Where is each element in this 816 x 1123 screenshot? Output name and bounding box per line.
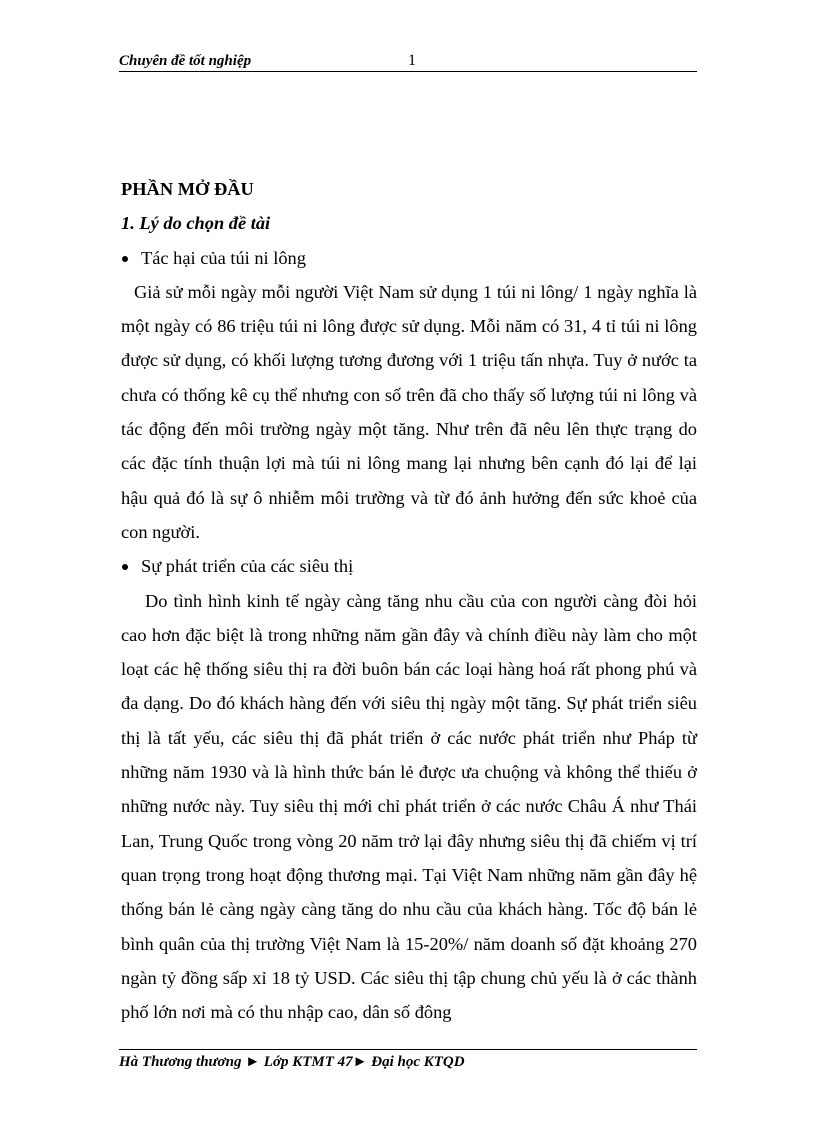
- paragraph-supermarkets: Do tình hình kinh tế ngày càng tăng nhu cầu của con người càng đòi hỏi cao hơn đặc biệt là trong những năm gần đây và chính điều này làm cho một loạt các hệ thống siêu thị ra đời buôn bán các loại hàng hoá rất phong phú và đa dạng. Do đó khách hàng đến với siêu thị ngày một tăng. Sự phát triển siêu thị là tất yếu, các siêu thị đã phát triển ở các nước phát triển như Pháp từ những năm 1930 và là hình thức bán lẻ được ưa chuộng và không thể thiếu ở những nước này. Tuy siêu thị mới chỉ phát triển ở các nước Châu Á như Thái Lan, Trung Quốc trong vòng 20 năm trở lại đây nhưng siêu thị đã chiếm vị trí quan trọng trong hoạt động thương mại. Tại Việt Nam những năm gần đây hệ thống bán lẻ càng ngày càng tăng do nhu cầu của khách hàng. Tốc độ bán lẻ bình quân của thị trường Việt Nam là 15-20%/ năm doanh số đặt khoảng 270 ngàn tỷ đồng sấp xỉ 18 tỷ USD. Các siêu thị tập chung chủ yếu là ở các thành phố lớn nơi mà có thu nhập cao, dân số đông: [121, 590, 697, 1023]
- bullet-icon: [122, 256, 128, 262]
- bullet-text: Sự phát triển của các siêu thị: [141, 556, 354, 577]
- page-number: 1: [408, 52, 416, 69]
- bullet-item-plastic-bags: [121, 241, 697, 275]
- header-title: Chuyên đề tốt nghiệp: [119, 53, 252, 69]
- footer-text: Hà Thương thương ► Lớp KTMT 47► Đại học KTQD: [119, 1054, 465, 1070]
- subsection-heading: 1. Lý do chọn đề tài: [121, 213, 271, 234]
- page-footer: [119, 1049, 697, 1070]
- bullet-text: Tác hại của túi ni lông: [141, 247, 306, 268]
- document-body: [121, 172, 697, 1029]
- bullet-item-supermarkets: [121, 549, 697, 583]
- section-heading: PHẦN MỞ ĐẦU: [121, 179, 254, 199]
- page-header: [119, 52, 697, 72]
- bullet-icon: [122, 564, 128, 570]
- paragraph-plastic-bags: Giả sử mỗi ngày mỗi người Việt Nam sử dụng 1 túi ni lông/ 1 ngày nghĩa là một ngày có 86 triệu túi ni lông được sử dụng. Mỗi năm có 31, 4 tỉ túi ni lông được sử dụng, có khối lượng tương đương với 1 triệu tấn nhựa. Tuy ở nước ta chưa có thống kê cụ thể nhưng con số trên đã cho thấy số lượng túi ni lông và tác động đến môi trường ngày một tăng. Như trên đã nêu lên thực trạng do các đặc tính thuận lợi mà túi ni lông mang lại nhưng bên cạnh đó lại để lại hậu quả đó là sự ô nhiễm môi trường và từ đó ảnh hưởng đến sức khoẻ của con người.: [121, 281, 697, 542]
